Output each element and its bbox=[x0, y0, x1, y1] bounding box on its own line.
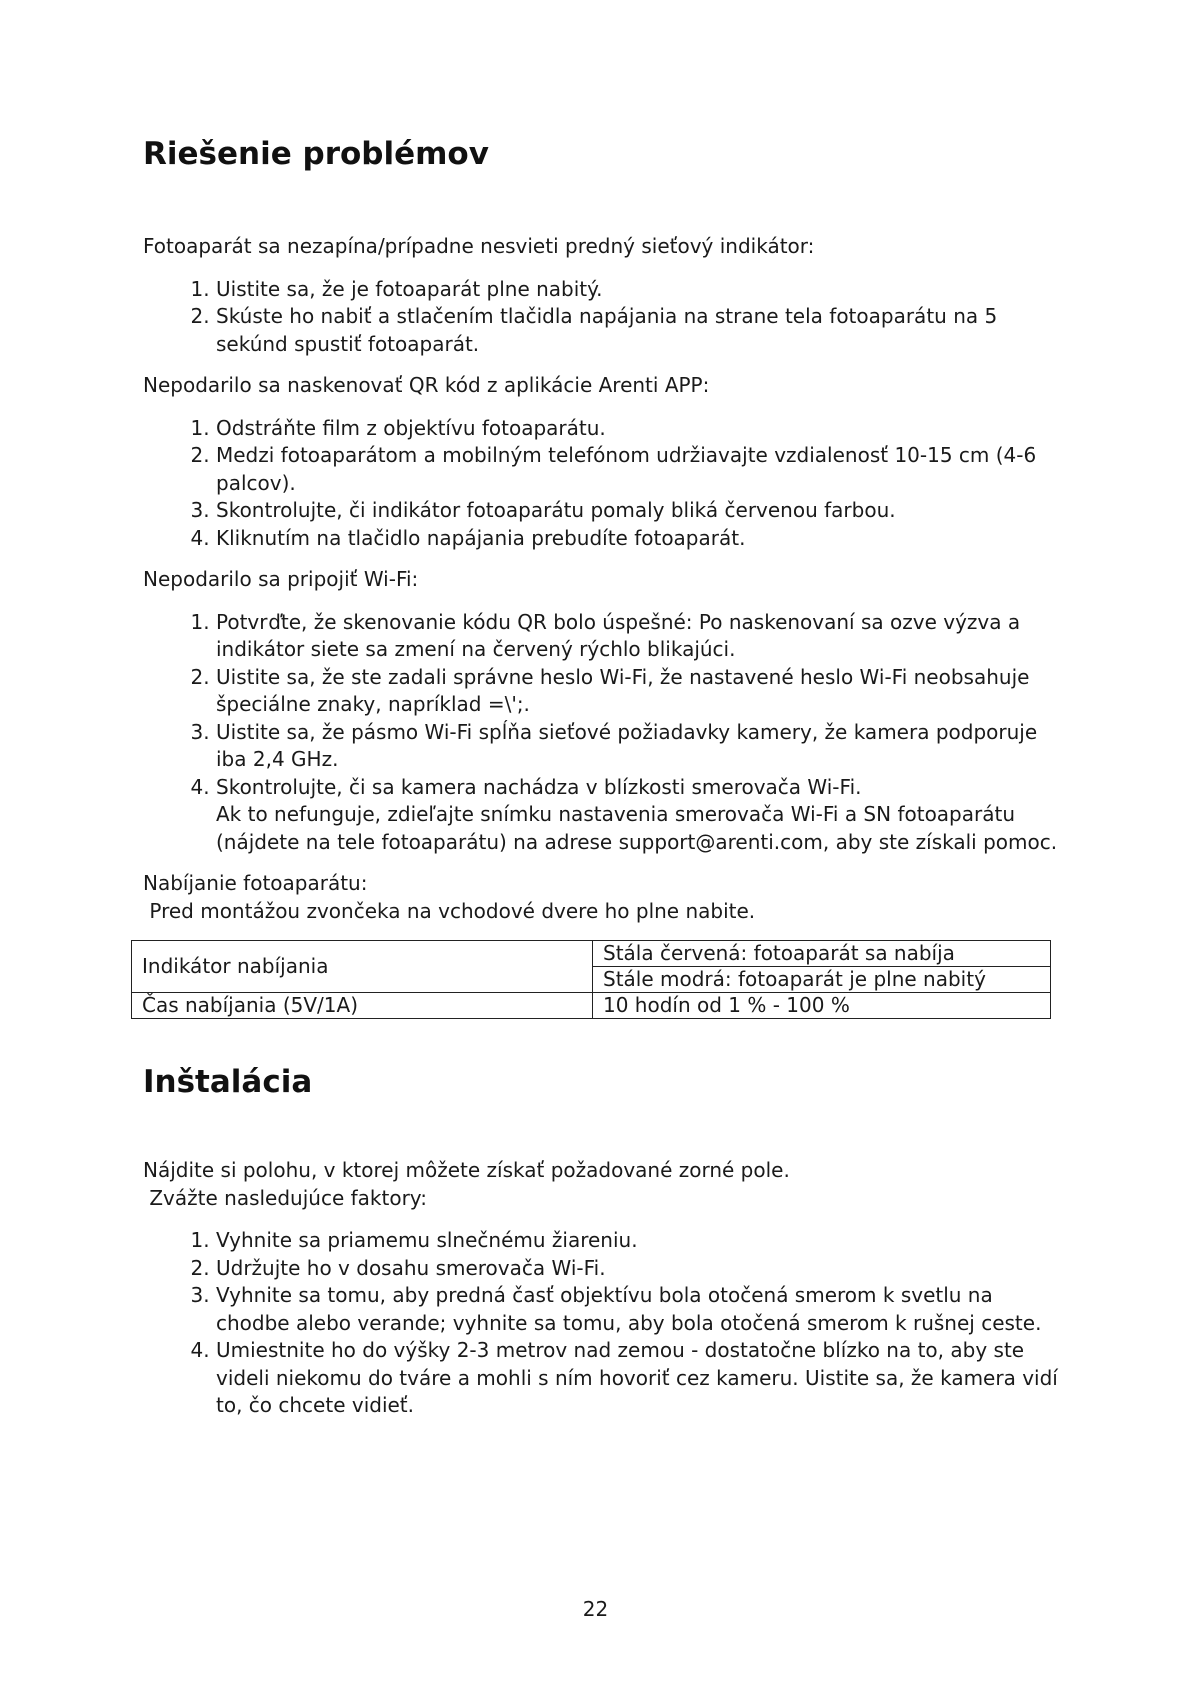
list-item: 3. Vyhnite sa tomu, aby predná časť objektívu bola otočená smerom k svetlu na chodbe alebo verande; vyhnite sa tomu, aby bola otočená smerom k rušnej ceste. bbox=[216, 1282, 1063, 1337]
list-item: 2. Uistite sa, že ste zadali správne heslo Wi-Fi, že nastavené heslo Wi-Fi neobsahuje špeciálne znaky, napríklad =\';. bbox=[216, 664, 1063, 719]
installation-intro: Nájdite si polohu, v ktorej môžete získať požadované zorné pole. bbox=[143, 1158, 790, 1183]
installation-steps-list bbox=[143, 1227, 1063, 1420]
wifi-step-text: Skontrolujte, či sa kamera nachádza v blízkosti smerovača Wi-Fi. bbox=[216, 774, 862, 799]
table-row bbox=[132, 941, 1051, 967]
qr-issue-intro: Nepodarilo sa naskenovať QR kód z aplikácie Arenti APP: bbox=[143, 373, 710, 398]
wifi-issue-intro: Nepodarilo sa pripojiť Wi-Fi: bbox=[143, 567, 419, 592]
list-item: 4. Kliknutím na tlačidlo napájania prebudíte fotoaparát. bbox=[216, 525, 1063, 553]
list-item: 1. Uistite sa, že je fotoaparát plne nabitý. bbox=[216, 276, 1063, 304]
list-item bbox=[216, 774, 1063, 857]
page-content bbox=[143, 136, 1063, 1420]
charging-instruction: Pred montážou zvončeka na vchodové dvere ho plne nabite. bbox=[143, 898, 756, 923]
list-item: 3. Uistite sa, že pásmo Wi-Fi spĺňa sieťové požiadavky kamery, že kamera podporuje iba 2,4 GHz. bbox=[216, 719, 1063, 774]
charging-table bbox=[131, 940, 1051, 1019]
list-item: 1. Vyhnite sa priamemu slnečnému žiareniu. bbox=[216, 1227, 1063, 1255]
list-item: 1. Odstráňte film z objektívu fotoaparátu. bbox=[216, 415, 1063, 443]
list-item: 2. Skúste ho nabiť a stlačením tlačidla napájania na strane tela fotoaparátu na 5 sekúnd spustiť fotoaparát. bbox=[216, 303, 1063, 358]
indicator-red-cell: Stála červená: fotoaparát sa nabíja bbox=[593, 941, 1051, 967]
qr-steps-list bbox=[143, 415, 1063, 553]
power-steps-list bbox=[143, 276, 1063, 359]
table-row bbox=[132, 993, 1051, 1019]
list-item: 4. Umiestnite ho do výšky 2-3 metrov nad zemou - dostatočne blízko na to, aby ste videli niekomu do tváre a mohli s ním hovoriť cez kameru. Uistite sa, že kamera vidí to, čo chcete vidieť. bbox=[216, 1337, 1063, 1420]
page-number: 22 bbox=[582, 1597, 609, 1621]
indicator-label-cell: Indikátor nabíjania bbox=[132, 941, 593, 993]
charging-table-wrapper bbox=[143, 940, 1063, 1024]
list-item: 2. Udržujte ho v dosahu smerovača Wi-Fi. bbox=[216, 1255, 1063, 1283]
power-issue-intro: Fotoaparát sa nezapína/prípadne nesvieti predný sieťový indikátor: bbox=[143, 234, 815, 259]
section-title-troubleshooting: Riešenie problémov bbox=[143, 136, 489, 172]
section-title-installation: Inštalácia bbox=[143, 1064, 313, 1101]
charging-title: Nabíjanie fotoaparátu: bbox=[143, 871, 368, 896]
list-item: 1. Potvrďte, že skenovanie kódu QR bolo úspešné: Po naskenovaní sa ozve výzva a indikátor siete sa zmení na červený rýchlo blikajúci. bbox=[216, 609, 1063, 664]
list-item: 2. Medzi fotoaparátom a mobilným telefónom udržiavajte vzdialenosť 10-15 cm (4-6 palcov). bbox=[216, 442, 1063, 497]
wifi-support-note: Ak to nefunguje, zdieľajte snímku nastavenia smerovača Wi-Fi a SN fotoaparátu (nájdete na tele fotoaparátu) na adrese support@arenti.com, aby ste získali pomoc. bbox=[216, 802, 1058, 854]
installation-factors-intro: Zvážte nasledujúce faktory: bbox=[143, 1185, 427, 1210]
charging-time-value-cell: 10 hodín od 1 % - 100 % bbox=[593, 993, 1051, 1019]
charging-time-label-cell: Čas nabíjania (5V/1A) bbox=[132, 993, 593, 1019]
wifi-steps-list bbox=[143, 609, 1063, 857]
list-item: 3. Skontrolujte, či indikátor fotoaparátu pomaly bliká červenou farbou. bbox=[216, 497, 1063, 525]
indicator-blue-cell: Stále modrá: fotoaparát je plne nabitý bbox=[593, 967, 1051, 993]
